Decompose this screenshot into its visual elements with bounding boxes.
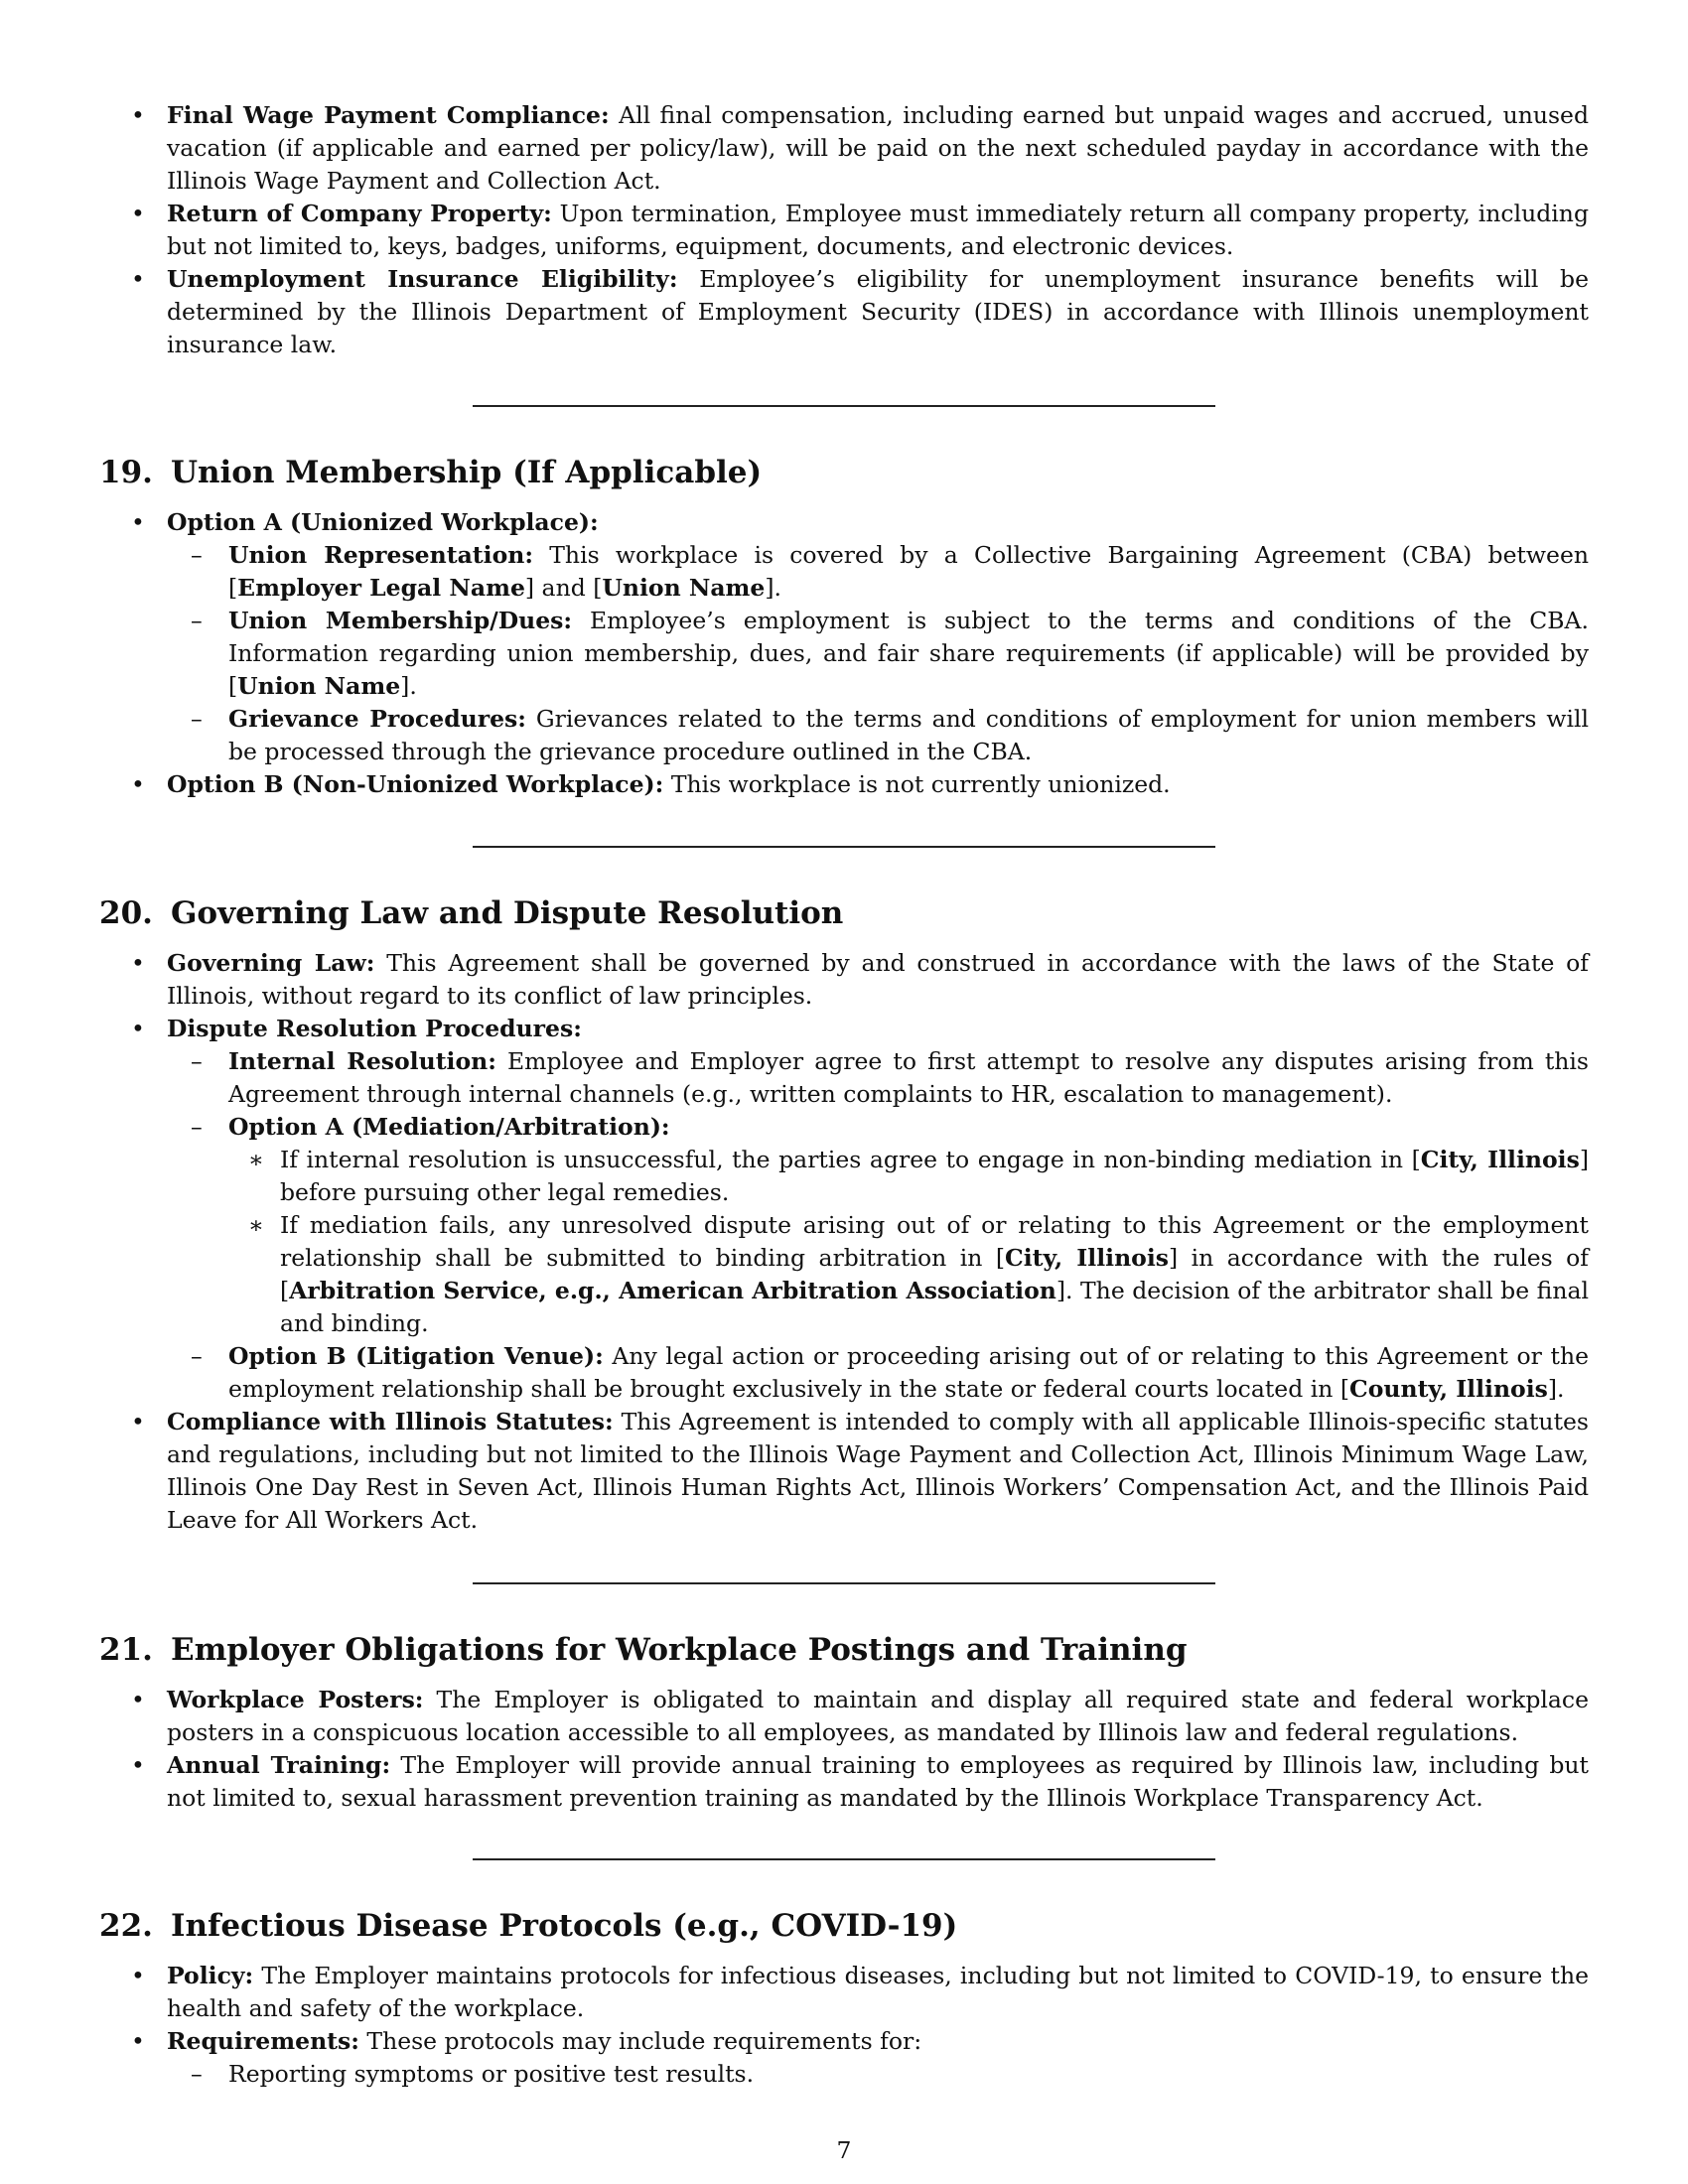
list-item: – Grievance Procedures: Grievances related to the terms and conditions of employment for union members will be processed through the grievance procedure outlined in the CBA. <box>167 703 1589 768</box>
section-20-heading: 20. Governing Law and Dispute Resolution <box>99 895 844 931</box>
section-divider <box>473 1858 1215 1860</box>
list-item: • Governing Law: This Agreement shall be governed by and construed in accordance with the laws of the State of Illinois, without regard to its conflict of law principles. <box>99 947 1589 1013</box>
list-item: • Option A (Unionized Workplace): – Union Representation: This workplace is covered by a Collective Bargaining Agreement (CBA) between [Employer Legal Name] and [Union Name]. – Union Membership/Dues: Employee’s employment is subject to the terms and conditions of the CBA. Information regarding union membership, dues, and fair share requirements (if applicable) will be provided by [Union Name]. – Grievance Procedures: Grievances related to the terms and conditions of employment for union members will be processed through the grievance procedure outlined in the CBA. <box>99 506 1589 768</box>
list-item: – Union Representation: This workplace is covered by a Collective Bargaining Agreement (CBA) between [Employer Legal Name] and [Union Name]. <box>167 539 1589 605</box>
list-item: – Union Membership/Dues: Employee’s employment is subject to the terms and conditions of the CBA. Information regarding union membership, dues, and fair share requirements (if applicable) will be provided by [Union Name]. <box>167 605 1589 703</box>
termination-list-continued <box>0 99 1688 361</box>
section-20-body <box>0 947 1688 1537</box>
list-item: – Option B (Litigation Venue): Any legal action or proceeding arising out of or relating to this Agreement or the employment relationship shall be brought exclusively in the state or federal courts located in [County, Illinois]. <box>167 1340 1589 1406</box>
list-item: – Internal Resolution: Employee and Employer agree to first attempt to resolve any disputes arising from this Agreement through internal channels (e.g., written complaints to HR, escalation to management). <box>167 1045 1589 1111</box>
section-19-body <box>0 506 1688 801</box>
section-21-heading: 21. Employer Obligations for Workplace Postings and Training <box>99 1632 1188 1668</box>
page-number: 7 <box>836 2136 852 2164</box>
section-22-heading: 22. Infectious Disease Protocols (e.g., COVID-19) <box>99 1908 958 1944</box>
list-item: • Requirements: These protocols may include requirements for: – Reporting symptoms or positive test results. <box>99 2025 1589 2091</box>
list-item: – Option A (Mediation/Arbitration): ∗ If internal resolution is unsuccessful, the parties agree to engage in non-binding mediation in [City, Illinois] before pursuing other legal remedies. ∗ If mediation fails, any unresolved dispute arising out of or relating to this Agreement or the employment relationship shall be submitted to binding arbitration in [City, Illinois] in accordance with the rules of [Arbitration Service, e.g., American Arbitration Association]. The decision of the arbitrator shall be final and binding. <box>167 1111 1589 1340</box>
list-item: • Policy: The Employer maintains protocols for infectious diseases, including but not limited to COVID-19, to ensure the health and safety of the workplace. <box>99 1960 1589 2025</box>
list-item: • Workplace Posters: The Employer is obligated to maintain and display all required state and federal workplace posters in a conspicuous location accessible to all employees, as mandated by Illinois law and federal regulations. <box>99 1684 1589 1749</box>
list-item: • Compliance with Illinois Statutes: This Agreement is intended to comply with all applicable Illinois-specific statutes and regulations, including but not limited to the Illinois Wage Payment and Collection Act, Illinois Minimum Wage Law, Illinois One Day Rest in Seven Act, Illinois Human Rights Act, Illinois Workers’ Compensation Act, and the Illinois Paid Leave for All Workers Act. <box>99 1406 1589 1537</box>
list-item: • Unemployment Insurance Eligibility: Employee’s eligibility for unemployment insurance benefits will be determined by the Illinois Department of Employment Security (IDES) in accordance with Illinois unemployment insurance law. <box>99 263 1589 361</box>
section-divider <box>473 405 1215 407</box>
section-22-body <box>0 1960 1688 2091</box>
list-item: • Dispute Resolution Procedures: – Internal Resolution: Employee and Employer agree to first attempt to resolve any disputes arising from this Agreement through internal channels (e.g., written complaints to HR, escalation to management). – Option A (Mediation/Arbitration): ∗ If internal resolution is unsuccessful, the parties agree to engage in non-binding mediation in [City, Illinois] before pursuing other legal remedies. ∗ If mediation fails, any unresolved dispute arising out of or relating to this Agreement or the employment relationship shall be submitted to binding arbitration in [City, Illinois] in accordance with the rules of [Arbitration Service, e.g., American Arbitration Association]. The decision of the arbitrator shall be final and binding. – Option B (Litigation Venue): Any legal action or proceeding arising out of or relating to this Agreement or the employment relationship shall be brought exclusively in the state or federal courts located in [County, Illinois]. <box>99 1013 1589 1406</box>
list-item: • Return of Company Property: Upon termination, Employee must immediately return all company property, including but not limited to, keys, badges, uniforms, equipment, documents, and electronic devices. <box>99 198 1589 263</box>
list-item: ∗ If internal resolution is unsuccessful, the parties agree to engage in non-binding mediation in [City, Illinois] before pursuing other legal remedies. <box>228 1144 1589 1209</box>
list-item: – Reporting symptoms or positive test results. <box>167 2058 1589 2091</box>
list-item: ∗ If mediation fails, any unresolved dispute arising out of or relating to this Agreement or the employment relationship shall be submitted to binding arbitration in [City, Illinois] in accordance with the rules of [Arbitration Service, e.g., American Arbitration Association]. The decision of the arbitrator shall be final and binding. <box>228 1209 1589 1340</box>
list-item: • Final Wage Payment Compliance: All final compensation, including earned but unpaid wages and accrued, unused vacation (if applicable and earned per policy/law), will be paid on the next scheduled payday in accordance with the Illinois Wage Payment and Collection Act. <box>99 99 1589 198</box>
list-item: • Annual Training: The Employer will provide annual training to employees as required by Illinois law, including but not limited to, sexual harassment prevention training as mandated by the Illinois Workplace Transparency Act. <box>99 1749 1589 1815</box>
section-21-body <box>0 1684 1688 1815</box>
section-19-heading: 19. Union Membership (If Applicable) <box>99 455 763 490</box>
section-divider <box>473 846 1215 848</box>
section-divider <box>473 1582 1215 1584</box>
list-item: • Option B (Non-Unionized Workplace): This workplace is not currently unionized. <box>99 768 1589 801</box>
